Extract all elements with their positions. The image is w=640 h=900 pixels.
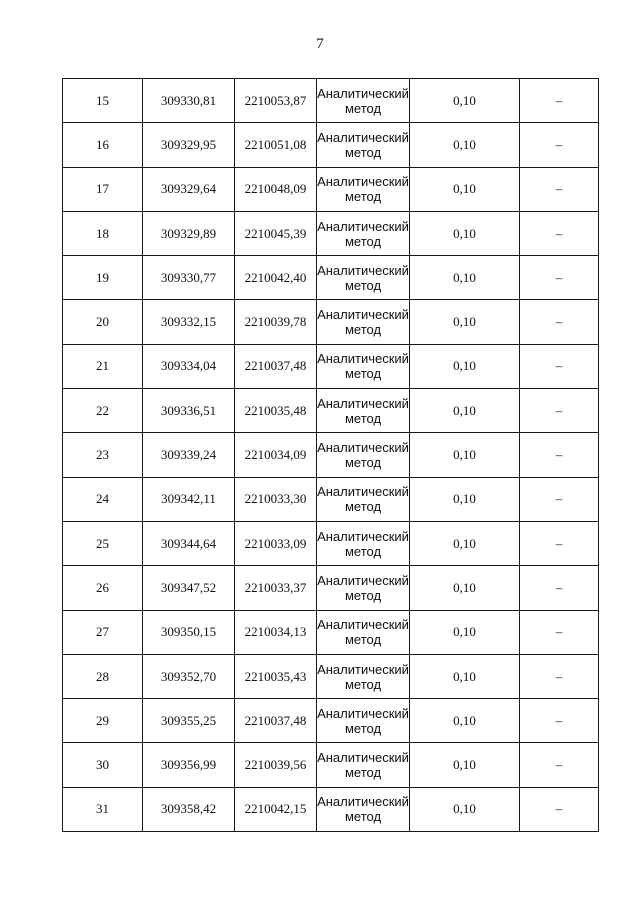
y-coordinate-cell: 2210042,40	[235, 256, 317, 300]
method-cell	[317, 654, 410, 698]
description-cell: –	[520, 610, 599, 654]
description-cell: –	[520, 300, 599, 344]
method-line-2: метод	[344, 499, 382, 515]
method-line-1: Аналитический	[317, 528, 409, 544]
description-cell: –	[520, 699, 599, 743]
description-cell: –	[520, 79, 599, 123]
y-coordinate-cell: 2210039,78	[235, 300, 317, 344]
y-coordinate-cell: 2210042,15	[235, 787, 317, 831]
accuracy-cell: 0,10	[410, 521, 520, 565]
table-row	[63, 699, 599, 743]
accuracy-cell: 0,10	[410, 743, 520, 787]
x-coordinate-cell: 309342,11	[143, 477, 235, 521]
y-coordinate-cell: 2210034,13	[235, 610, 317, 654]
method-line-1: Аналитический	[317, 395, 409, 411]
x-coordinate-cell: 309352,70	[143, 654, 235, 698]
accuracy-cell: 0,10	[410, 433, 520, 477]
method-line-1: Аналитический	[317, 617, 409, 633]
description-cell: –	[520, 743, 599, 787]
point-number-cell: 31	[63, 787, 143, 831]
description-cell: –	[520, 477, 599, 521]
y-coordinate-cell: 2210051,08	[235, 123, 317, 167]
method-line-2: метод	[344, 632, 382, 648]
table-row	[63, 566, 599, 610]
method-cell	[317, 389, 410, 433]
table-row	[63, 211, 599, 255]
method-line-2: метод	[344, 277, 382, 293]
method-cell	[317, 699, 410, 743]
table-row	[63, 610, 599, 654]
accuracy-cell: 0,10	[410, 256, 520, 300]
method-cell	[317, 521, 410, 565]
method-cell	[317, 610, 410, 654]
accuracy-cell: 0,10	[410, 79, 520, 123]
method-cell	[317, 167, 410, 211]
y-coordinate-cell: 2210048,09	[235, 167, 317, 211]
accuracy-cell: 0,10	[410, 566, 520, 610]
method-line-2: метод	[344, 366, 382, 382]
y-coordinate-cell: 2210039,56	[235, 743, 317, 787]
y-coordinate-cell: 2210035,43	[235, 654, 317, 698]
method-line-2: метод	[344, 765, 382, 781]
x-coordinate-cell: 309356,99	[143, 743, 235, 787]
method-line-2: метод	[344, 676, 382, 692]
y-coordinate-cell: 2210037,48	[235, 344, 317, 388]
description-cell: –	[520, 787, 599, 831]
method-line-1: Аналитический	[317, 794, 409, 810]
method-cell	[317, 344, 410, 388]
table-row	[63, 123, 599, 167]
method-line-1: Аналитический	[317, 85, 409, 101]
method-cell	[317, 566, 410, 610]
x-coordinate-cell: 309350,15	[143, 610, 235, 654]
x-coordinate-cell: 309334,04	[143, 344, 235, 388]
method-line-1: Аналитический	[317, 262, 409, 278]
y-coordinate-cell: 2210034,09	[235, 433, 317, 477]
method-cell	[317, 743, 410, 787]
method-line-2: метод	[344, 233, 382, 249]
accuracy-cell: 0,10	[410, 699, 520, 743]
accuracy-cell: 0,10	[410, 389, 520, 433]
accuracy-cell: 0,10	[410, 211, 520, 255]
table-row	[63, 344, 599, 388]
x-coordinate-cell: 309329,89	[143, 211, 235, 255]
accuracy-cell: 0,10	[410, 344, 520, 388]
method-line-1: Аналитический	[317, 750, 409, 766]
y-coordinate-cell: 2210033,30	[235, 477, 317, 521]
table-row	[63, 743, 599, 787]
description-cell: –	[520, 344, 599, 388]
point-number-cell: 23	[63, 433, 143, 477]
method-line-2: метод	[344, 144, 382, 160]
description-cell: –	[520, 654, 599, 698]
x-coordinate-cell: 309344,64	[143, 521, 235, 565]
y-coordinate-cell: 2210033,09	[235, 521, 317, 565]
description-cell: –	[520, 123, 599, 167]
point-number-cell: 19	[63, 256, 143, 300]
y-coordinate-cell: 2210035,48	[235, 389, 317, 433]
y-coordinate-cell: 2210033,37	[235, 566, 317, 610]
accuracy-cell: 0,10	[410, 300, 520, 344]
x-coordinate-cell: 309330,81	[143, 79, 235, 123]
y-coordinate-cell: 2210037,48	[235, 699, 317, 743]
point-number-cell: 28	[63, 654, 143, 698]
coordinates-table	[62, 78, 599, 832]
table-row	[63, 433, 599, 477]
description-cell: –	[520, 389, 599, 433]
method-cell	[317, 123, 410, 167]
x-coordinate-cell: 309332,15	[143, 300, 235, 344]
method-line-2: метод	[344, 543, 382, 559]
x-coordinate-cell: 309330,77	[143, 256, 235, 300]
method-line-1: Аналитический	[317, 440, 409, 456]
page-number: 7	[316, 36, 324, 52]
point-number-cell: 29	[63, 699, 143, 743]
table-row	[63, 477, 599, 521]
point-number-cell: 21	[63, 344, 143, 388]
method-cell	[317, 300, 410, 344]
method-line-2: метод	[344, 587, 382, 603]
x-coordinate-cell: 309339,24	[143, 433, 235, 477]
point-number-cell: 26	[63, 566, 143, 610]
description-cell: –	[520, 521, 599, 565]
method-line-2: метод	[344, 455, 382, 471]
method-line-2: метод	[344, 720, 382, 736]
table-row	[63, 787, 599, 831]
point-number-cell: 18	[63, 211, 143, 255]
x-coordinate-cell: 309329,95	[143, 123, 235, 167]
point-number-cell: 15	[63, 79, 143, 123]
method-cell	[317, 256, 410, 300]
description-cell: –	[520, 566, 599, 610]
point-number-cell: 25	[63, 521, 143, 565]
table-row	[63, 654, 599, 698]
method-line-2: метод	[344, 410, 382, 426]
method-line-2: метод	[344, 189, 382, 205]
method-line-1: Аналитический	[317, 572, 409, 588]
x-coordinate-cell: 309355,25	[143, 699, 235, 743]
method-line-2: метод	[344, 322, 382, 338]
point-number-cell: 20	[63, 300, 143, 344]
method-cell	[317, 787, 410, 831]
description-cell: –	[520, 211, 599, 255]
table-row	[63, 521, 599, 565]
accuracy-cell: 0,10	[410, 167, 520, 211]
point-number-cell: 17	[63, 167, 143, 211]
table-row	[63, 256, 599, 300]
table-row	[63, 167, 599, 211]
table-row	[63, 389, 599, 433]
x-coordinate-cell: 309358,42	[143, 787, 235, 831]
method-line-2: метод	[344, 809, 382, 825]
method-cell	[317, 433, 410, 477]
point-number-cell: 22	[63, 389, 143, 433]
point-number-cell: 16	[63, 123, 143, 167]
method-cell	[317, 79, 410, 123]
description-cell: –	[520, 433, 599, 477]
method-line-1: Аналитический	[317, 174, 409, 190]
table-row	[63, 79, 599, 123]
method-line-1: Аналитический	[317, 705, 409, 721]
method-line-1: Аналитический	[317, 351, 409, 367]
accuracy-cell: 0,10	[410, 477, 520, 521]
accuracy-cell: 0,10	[410, 654, 520, 698]
point-number-cell: 27	[63, 610, 143, 654]
method-line-1: Аналитический	[317, 129, 409, 145]
accuracy-cell: 0,10	[410, 787, 520, 831]
coordinates-table-body	[63, 79, 599, 832]
y-coordinate-cell: 2210045,39	[235, 211, 317, 255]
accuracy-cell: 0,10	[410, 123, 520, 167]
method-line-1: Аналитический	[317, 218, 409, 234]
x-coordinate-cell: 309347,52	[143, 566, 235, 610]
point-number-cell: 24	[63, 477, 143, 521]
table-row	[63, 300, 599, 344]
method-line-2: метод	[344, 100, 382, 116]
point-number-cell: 30	[63, 743, 143, 787]
x-coordinate-cell: 309336,51	[143, 389, 235, 433]
x-coordinate-cell: 309329,64	[143, 167, 235, 211]
y-coordinate-cell: 2210053,87	[235, 79, 317, 123]
method-line-1: Аналитический	[317, 661, 409, 677]
method-line-1: Аналитический	[317, 484, 409, 500]
method-cell	[317, 477, 410, 521]
accuracy-cell: 0,10	[410, 610, 520, 654]
description-cell: –	[520, 167, 599, 211]
method-cell	[317, 211, 410, 255]
description-cell: –	[520, 256, 599, 300]
method-line-1: Аналитический	[317, 307, 409, 323]
